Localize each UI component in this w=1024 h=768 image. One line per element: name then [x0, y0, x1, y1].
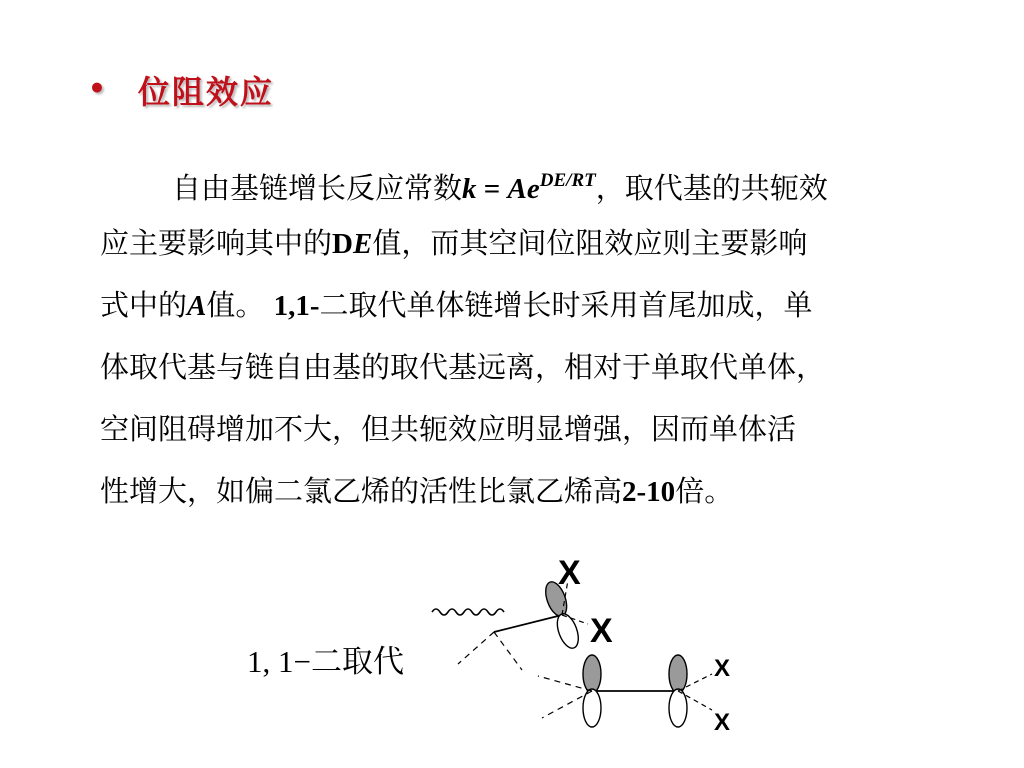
substitution-number: 1,1- [273, 290, 320, 322]
paragraph-line-4: 体取代基与链自由基的取代基远离，相对于单取代单体， [100, 350, 826, 384]
paragraph-line-2 [100, 212, 960, 274]
delta-symbol: D [332, 228, 353, 260]
prefactor-symbol: A [187, 290, 207, 322]
text-run: ，取代基的共轭效 [595, 171, 828, 205]
substituent-x-label: X [714, 655, 731, 682]
text-run: 倍。 [675, 474, 734, 508]
chain-carbon-bond [494, 615, 562, 632]
slide-heading [88, 62, 274, 118]
substituent-x-label: X [714, 709, 731, 736]
text-run: 应主要影响其中的 [100, 226, 333, 260]
orbital-diagram [420, 540, 780, 768]
diagram-caption: 1, 1−二取代 [247, 644, 404, 679]
paragraph-line-6 [100, 460, 960, 522]
paragraph-line-5: 空间阻碍增加不大，但共轭效应明显增强，因而单体活 [100, 412, 797, 446]
body-paragraph [100, 150, 960, 522]
energy-symbol: E [352, 228, 373, 260]
equals-sign: = [476, 173, 508, 205]
rate-constant-symbol: k [462, 173, 477, 205]
substituent-x-label: X [590, 612, 613, 650]
dashed-bond [494, 632, 522, 670]
paragraph-line-3 [100, 274, 960, 336]
text-run: 二取代单体链增长时采用首尾加成，单 [319, 288, 813, 322]
text-run: 自由基链增长反应常数 [172, 171, 463, 205]
arrhenius-exponent: DE/RT [539, 170, 596, 191]
wavy-chain-bond [432, 609, 504, 615]
bullet-icon: • [88, 71, 108, 105]
text-run: 式中的 [100, 288, 188, 322]
substituent-x-label: X [558, 554, 581, 592]
dashed-bond [458, 632, 494, 664]
text-run: 性增大，如偏二氯乙烯的活性比氯乙烯高 [100, 474, 623, 508]
paragraph-line-1 [100, 150, 960, 212]
heading-title: 位阻效应 [137, 73, 274, 111]
text-run: 值，而其空间位阻效应则主要影响 [372, 226, 808, 260]
arrhenius-term: Ae [507, 173, 540, 205]
activity-ratio: 2-10 [622, 476, 676, 508]
text-run: 值。 [206, 288, 274, 322]
